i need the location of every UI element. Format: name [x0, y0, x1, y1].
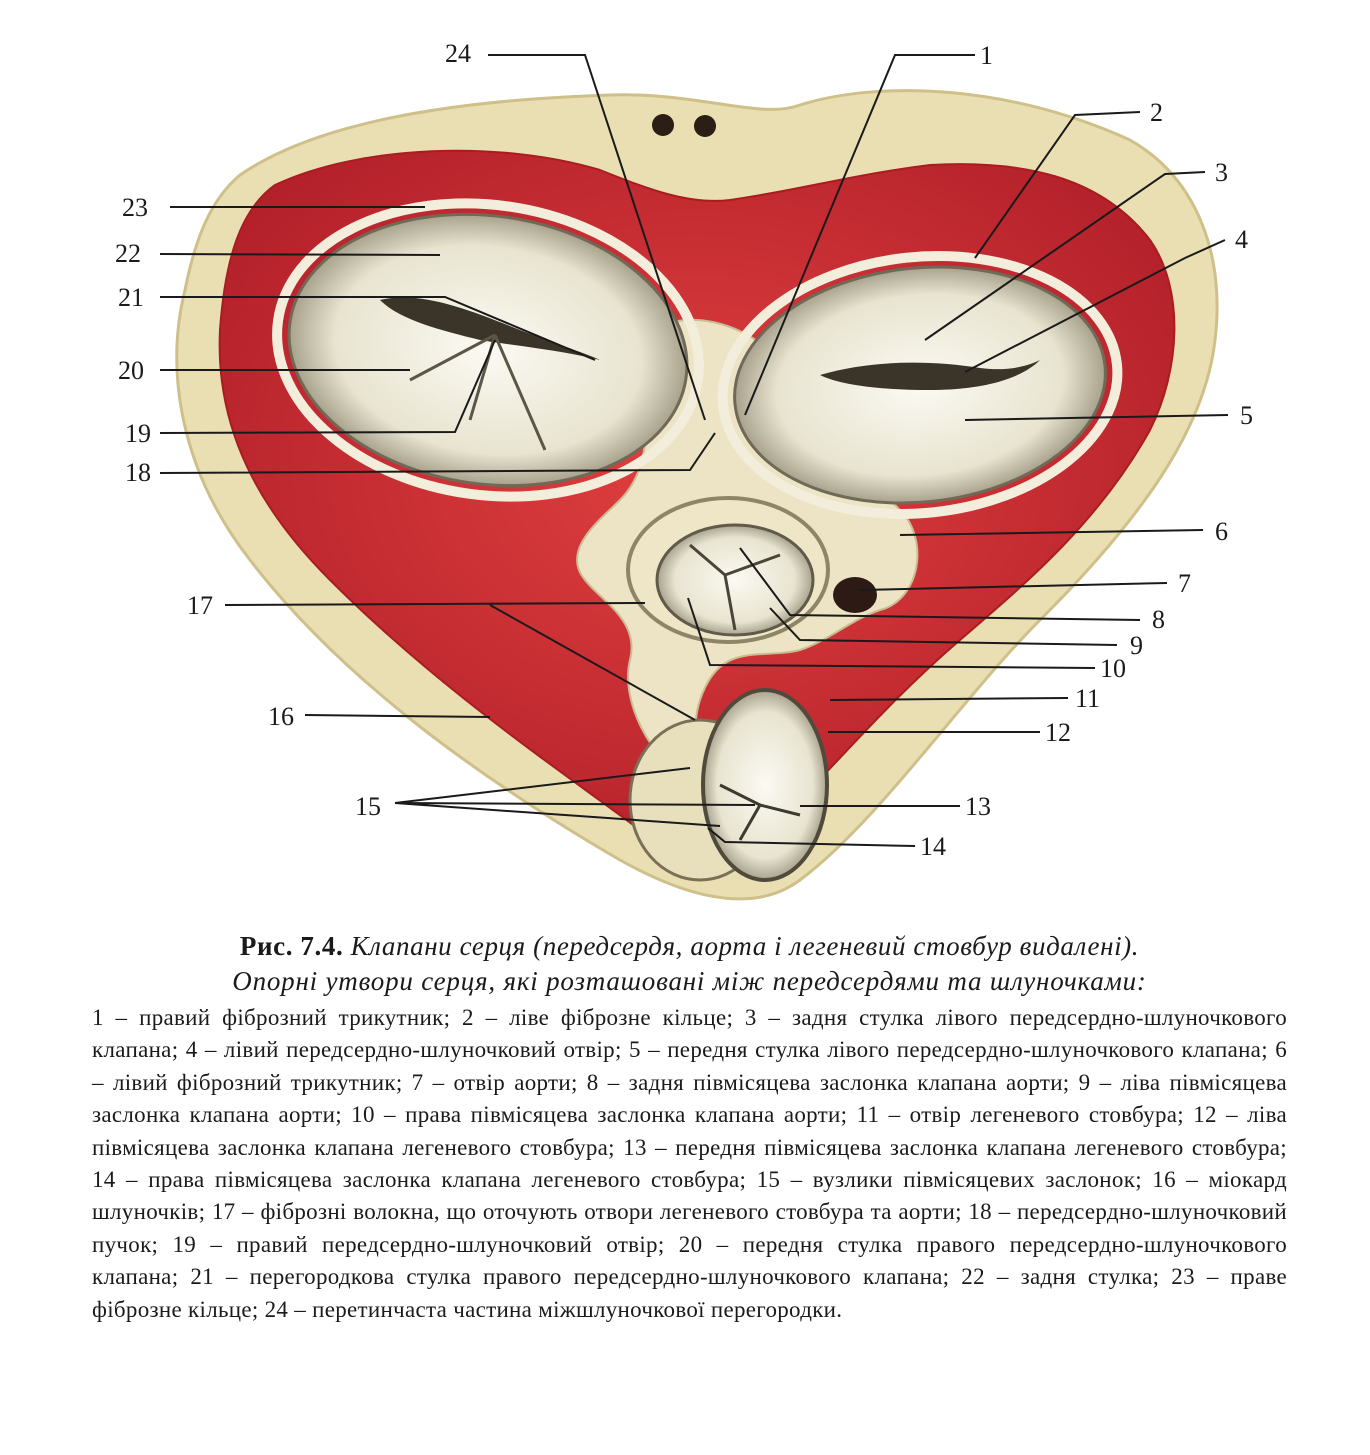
label-7: 7 — [1178, 569, 1191, 598]
label-2: 2 — [1150, 98, 1163, 127]
label-24: 24 — [445, 39, 471, 68]
label-16: 16 — [268, 702, 294, 731]
coronary-vessel — [652, 114, 674, 136]
label-17: 17 — [187, 591, 213, 620]
label-14: 14 — [920, 832, 946, 861]
figure-caption — [92, 928, 1287, 1326]
aortic-dark-spot — [833, 577, 877, 613]
label-11: 11 — [1075, 684, 1101, 713]
label-9: 9 — [1130, 631, 1143, 660]
label-15: 15 — [355, 792, 381, 821]
label-20: 20 — [118, 356, 144, 385]
label-6: 6 — [1215, 517, 1228, 546]
label-18: 18 — [125, 458, 151, 487]
caption-legend: 1 – правий фіброзний трикутник; 2 – ліве фіброзне кільце; 3 – задня стулка лівого передсердно-шлуночкового клапана; 4 – лівий передсердно-шлуночковий отвір; 5 – передня стулка лівого передсердно-шлуночкового клапана; 6 – лівий фіброзний трикутник; 7 – отвір аорти; 8 – задня півмісяцева заслонка клапана аорти; 9 – ліва півмісяцева заслонка клапана аорти; 10 – права півмісяцева заслонка клапана аорти; 11 – отвір легеневого стовбура; 12 – ліва півмісяцева заслонка клапана легеневого стовбура; 13 – передня півмісяцева заслонка клапана легеневого стовбура; 14 – права півмісяцева заслонка клапана легеневого стовбура; 15 – вузлики півмісяцевих заслонок; 16 – міокард шлуночків; 17 – фіброзні волокна, що оточують отвори легеневого стовбура та аорти; 18 – передсердно-шлуночковий пучок; 19 – правий передсердно-шлуночковий отвір; 20 – передня стулка правого передсердно-шлуночкового клапана; 21 – перегородкова стулка правого передсердно-шлуночкового клапана; 22 – задня стулка; 23 – праве фіброзне кільце; 24 – перетинчаста частина міжшлуночкової перегородки. — [92, 1005, 1287, 1322]
label-1: 1 — [980, 41, 993, 70]
caption-title: Клапани серця (передсердя, аорта і легеневий стовбур видалені). — [350, 931, 1140, 961]
leader-22 — [160, 254, 440, 255]
label-13: 13 — [965, 792, 991, 821]
label-22: 22 — [115, 239, 141, 268]
label-10: 10 — [1100, 654, 1126, 683]
label-23: 23 — [122, 193, 148, 222]
label-12: 12 — [1045, 718, 1071, 747]
label-5: 5 — [1240, 401, 1253, 430]
coronary-vessel — [694, 115, 716, 137]
aortic-valve — [657, 525, 813, 635]
label-4: 4 — [1235, 225, 1248, 254]
caption-title-line — [92, 928, 1287, 964]
label-3: 3 — [1215, 158, 1228, 187]
figure-number: Рис. 7.4. — [239, 931, 344, 961]
label-21: 21 — [118, 283, 144, 312]
label-19: 19 — [125, 419, 151, 448]
label-8: 8 — [1152, 605, 1165, 634]
caption-subtitle: Опорні утвори серця, які розташовані між передсердями та шлуночками: — [232, 966, 1147, 996]
